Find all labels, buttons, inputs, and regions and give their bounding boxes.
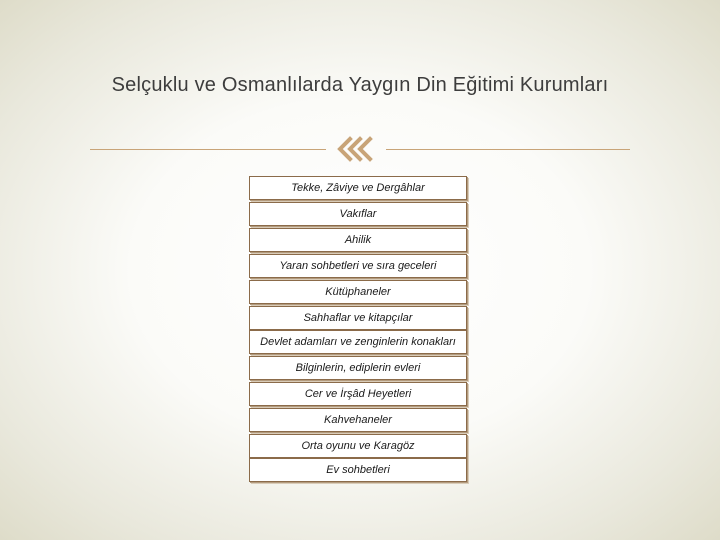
list-item: Bilginlerin, ediplerin evleri [249,356,467,380]
list-item: Orta oyunu ve Karagöz [249,434,467,458]
list-item: Devlet adamları ve zenginlerin konakları [249,330,467,354]
list-item: Kahvehaneler [249,408,467,432]
list-item: Tekke, Zâviye ve Dergâhlar [249,176,467,200]
list-item: Ahilik [249,228,467,252]
list-item: Sahhaflar ve kitapçılar [249,306,467,330]
list-item: Yaran sohbetleri ve sıra geceleri [249,254,467,278]
list-item: Cer ve İrşâd Heyetleri [249,382,467,406]
chevron-ornament-icon [336,136,380,162]
list-item: Vakıflar [249,202,467,226]
list-item: Ev sohbetleri [249,458,467,482]
divider-line-left [90,149,326,150]
title-divider [90,134,630,164]
list-item: Kütüphaneler [249,280,467,304]
divider-line-right [386,149,630,150]
slide-title: Selçuklu ve Osmanlılarda Yaygın Din Eğitimi Kurumları [111,74,609,96]
